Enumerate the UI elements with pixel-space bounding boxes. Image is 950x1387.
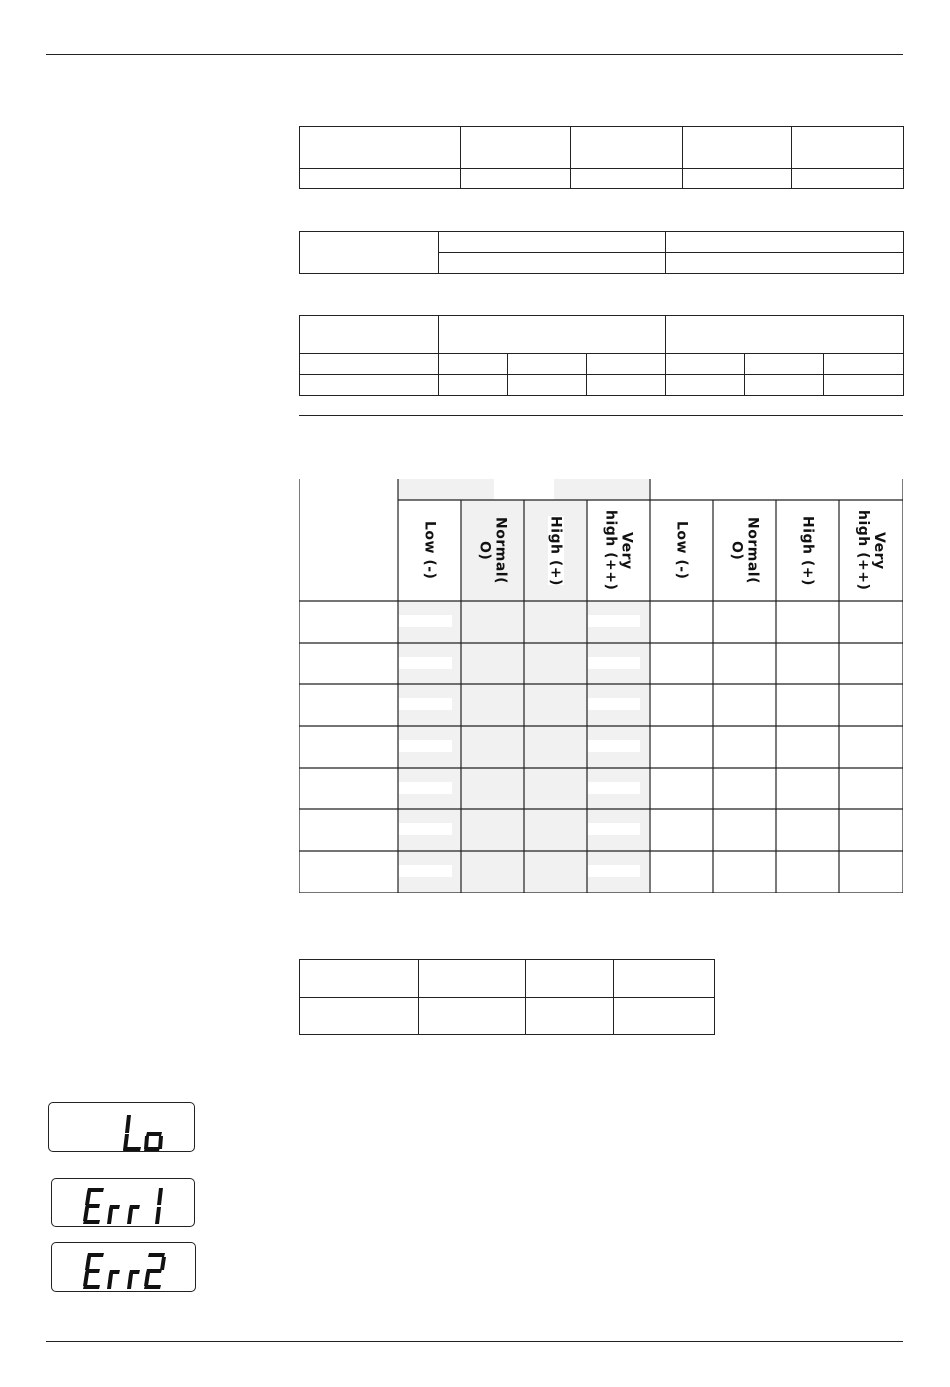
footer-rule [46,1341,903,1342]
column-header-high: High (+) [799,515,816,586]
row-stripe [399,865,452,877]
column-header-normal: Normal( O) [476,517,509,584]
table-cell [439,375,508,396]
row-stripe [588,740,640,752]
table-cell [745,354,824,375]
table-4 [299,959,715,1035]
table-cell [683,169,792,189]
table-cell [666,375,745,396]
table-cell [587,375,666,396]
table-cell [614,960,715,998]
table-cell [300,354,439,375]
row-stripe [399,657,452,669]
table-cell [666,232,904,253]
column-header-high: High (+) [547,515,564,586]
row-stripe [399,740,452,752]
column-header-normal: Normal( O) [728,517,761,584]
table-cell [439,253,666,274]
shade-gap [494,479,554,500]
row-stripe [399,698,452,710]
header-rule [46,54,903,55]
table-cell [614,998,715,1035]
lcd-err1-icon [51,1178,195,1227]
table-cell [526,998,614,1035]
table-cell [824,354,904,375]
table-cell [300,316,439,354]
table-cell [300,375,439,396]
table-cell [824,375,904,396]
table-cell [419,960,526,998]
table-cell [300,998,419,1035]
table-cell [300,127,461,169]
lcd-err2-glyphs [52,1243,197,1293]
table-cell [666,354,745,375]
lcd-lo-glyphs [49,1103,196,1153]
table-3 [299,315,904,396]
table-cell [508,354,587,375]
table-cell [419,998,526,1035]
lcd-err1-glyphs [52,1179,196,1228]
table-1 [299,126,904,189]
section-rule [299,415,903,416]
row-stripe [588,865,640,877]
column-header-very-high: Very high (++) [855,510,887,591]
column-header-very-high: Very high (++) [602,510,635,591]
table-cell [300,169,461,189]
table-cell [439,354,508,375]
table-cell [461,127,571,169]
row-stripe [588,657,640,669]
table-cell [300,232,439,274]
table-cell [508,375,587,396]
row-stripe [588,698,640,710]
column-header-low: Low (-) [673,521,690,580]
row-stripe [588,782,640,794]
table-cell [571,169,683,189]
row-stripe [588,615,640,627]
lcd-lo-icon [48,1102,195,1152]
table-cell [666,316,904,354]
lcd-err2-icon [51,1242,196,1292]
frequency-table [299,479,903,893]
table-cell [745,375,824,396]
column-header-low: Low (-) [421,521,438,580]
table-cell [526,960,614,998]
row-stripe [399,823,452,835]
table-cell [300,960,419,998]
table-cell [439,232,666,253]
table-cell [587,354,666,375]
table-cell [666,253,904,274]
table-cell [683,127,792,169]
table-cell [571,127,683,169]
row-stripe [399,615,452,627]
row-stripe [588,823,640,835]
table-2 [299,231,904,274]
table-cell [792,127,904,169]
row-stripe [399,782,452,794]
table-cell [792,169,904,189]
table-cell [461,169,571,189]
table-cell [439,316,666,354]
